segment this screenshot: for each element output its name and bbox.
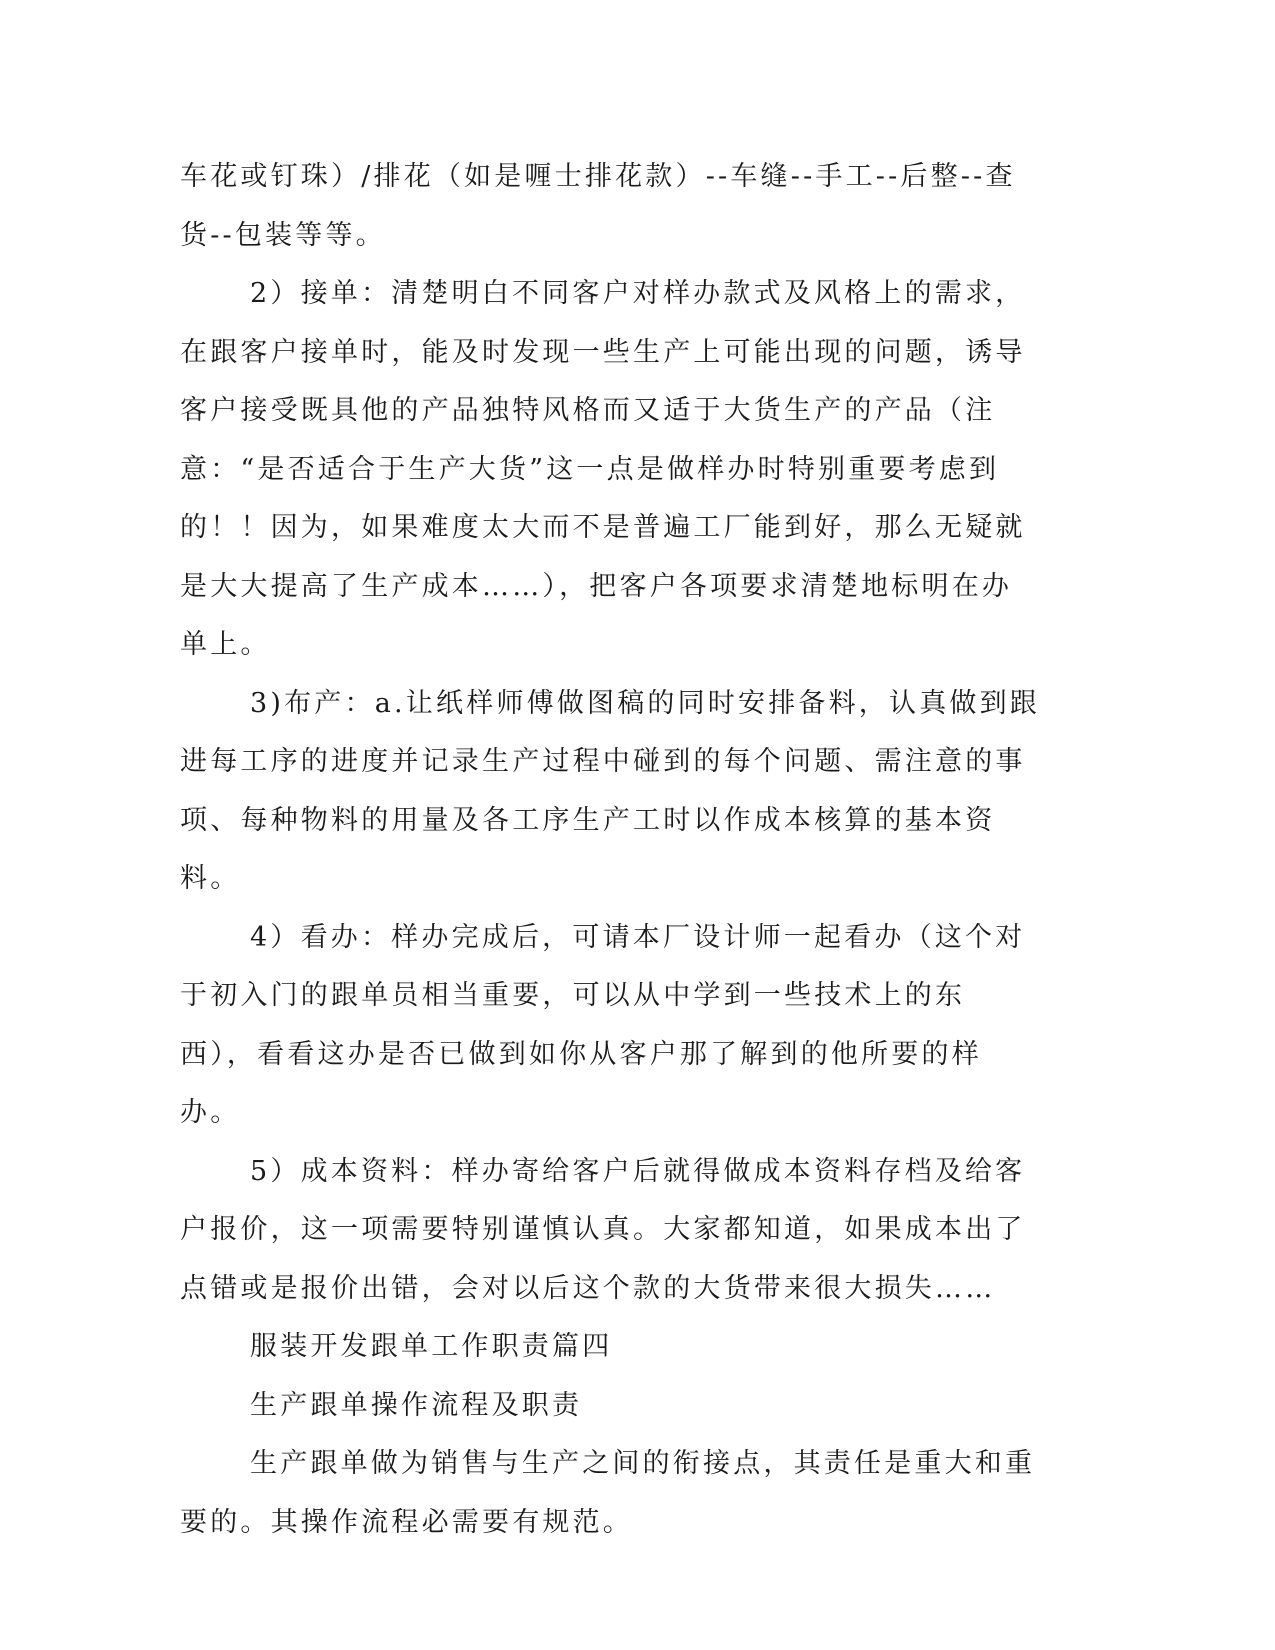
paragraph-process-continuation: 车花或钉珠）/排花（如是喱士排花款）--车缝--手工--后整--查货--包装等等。: [180, 161, 1016, 251]
paragraph-intro: 生产跟单做为销售与生产之间的衔接点，其责任是重大和重要的。其操作流程必需要有规范。: [180, 1448, 1036, 1538]
paragraph-production-arrangement: 3)布产：a.让纸样师傅做图稿的同时安排备料，认真做到跟进每工序的进度并记录生产过程中碰到的每个问题、需注意的事项、每种物料的用量及各工序生产工时以作成本核算的基本资料。: [180, 687, 1040, 894]
section-subheading: 生产跟单操作流程及职责: [250, 1389, 583, 1421]
paragraph-cost-data: 5）成本资料：样办寄给客户后就得做成本资料存档及给客户报价，这一项需要特别谨慎认真。大家都知道，如果成本出了点错或是报价出错，会对以后这个款的大货带来很大损失……: [180, 1155, 1026, 1304]
section-heading: 服装开发跟单工作职责篇四: [250, 1331, 613, 1362]
paragraph-sample-review: 4）看办：样办完成后，可请本厂设计师一起看办（这个对于初入门的跟单员相当重要，可以从中学到一些技术上的东西），看看这办是否已做到如你从客户那了解到的他所要的样办。: [180, 921, 1026, 1128]
paragraph-order-taking: 2）接单：清楚明白不同客户对样办款式及风格上的需求，在跟客户接单时，能及时发现一些生产上可能出现的问题，诱导客户接受既具他的产品独特风格而又适于大货生产的产品（注意：“是否适合于生产大货”这一点是做样办时特别重要考虑到的！！因为，如果难度太大而不是普遍工厂能到好，那么无疑就是大大提高了生产成本……），把客户各项要求清楚地标明在办单上。: [180, 278, 1026, 660]
document-body: [180, 148, 1040, 1552]
